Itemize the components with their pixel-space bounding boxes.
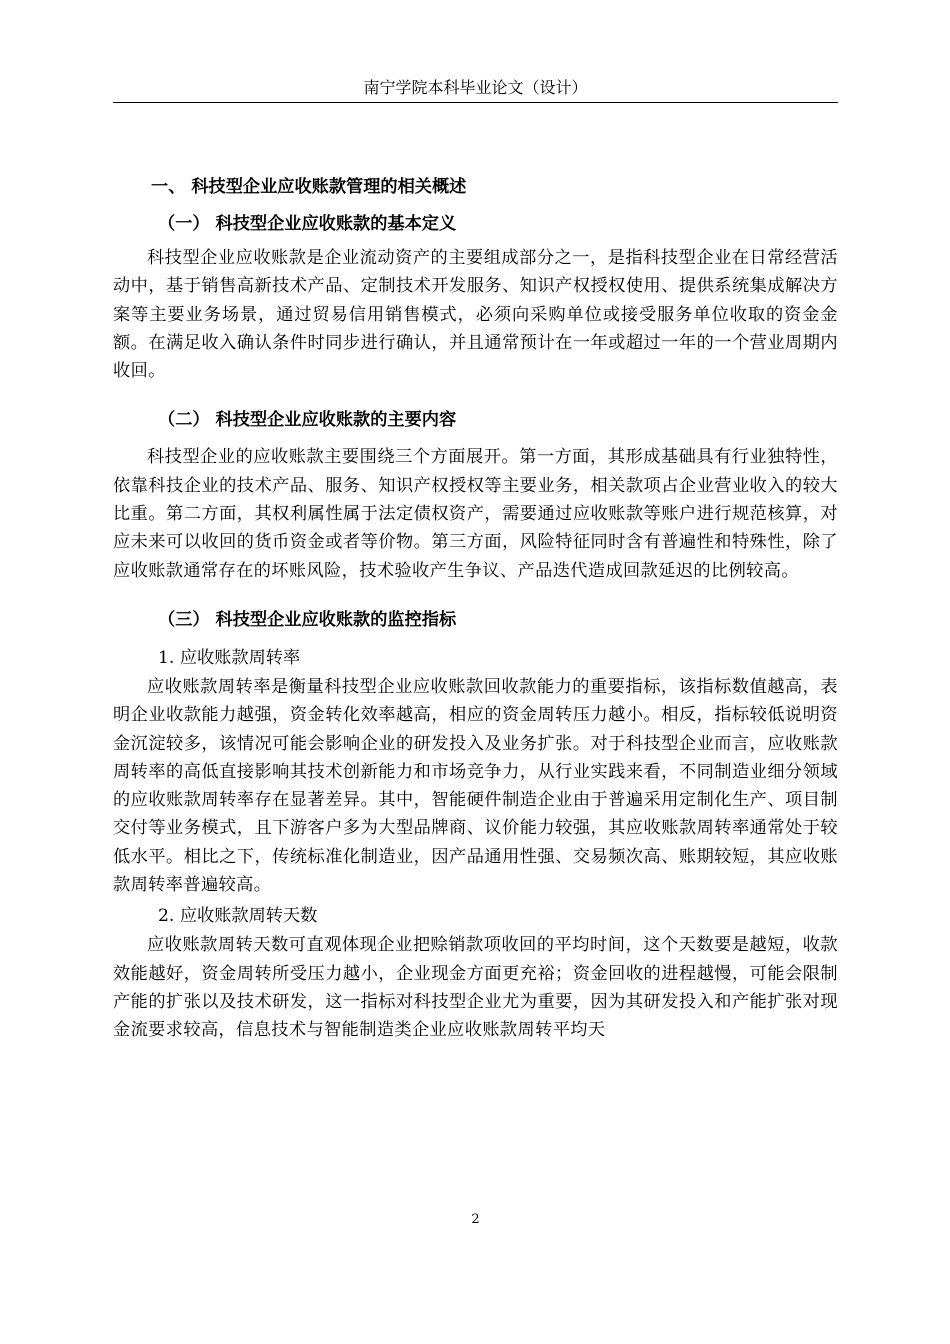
section-heading-1: 一、 科技型企业应收账款管理的相关概述 xyxy=(151,177,467,197)
page-number: 2 xyxy=(471,1212,480,1227)
header-rule xyxy=(113,102,838,103)
item-heading-turnover-rate: 1. 应收账款周转率 xyxy=(158,647,301,668)
paragraph-turnover-rate: 应收账款周转率是衡量科技型企业应收账款回收款能力的重要指标，该指标数值越高，表明企业收款能力越强，资金转化效率越高，相应的资金周转压力越小。相反，指标较低说明资金沉淀较多，该情况可能会影响企业的研发投入及业务扩张。对于科技型企业而言，应收账款周转率的高低直接影响其技术创新能力和市场竞争力，从行业实践来看，不同制造业细分领域的应收账款周转率存在显著差异。其中，智能硬件制造企业由于普遍采用定制化生产、项目制交付等业务模式，且下游客户多为大型品牌商、议价能力较强，其应收账款周转率通常处于较低水平。相比之下，传统标准化制造业，因产品通用性强、交易频次高、账期较短，其应收账款周转率普遍较高。 xyxy=(113,676,838,896)
subsection-heading-1: （一） 科技型企业应收账款的基本定义 xyxy=(158,214,457,234)
paragraph-content: 科技型企业的应收账款主要围绕三个方面展开。第一方面，其形成基础具有行业独特性，依靠科技企业的技术产品、服务、知识产权授权等主要业务，相关款项占企业营业收入的较大比重。第二方面，其权利属性属于法定债权资产，需要通过应收账款等账户进行规范核算，对应未来可以收回的货币资金或者等价物。第三方面，风险特征同时含有普遍性和特殊性，除了应收账款通常存在的坏账风险，技术验收产生争议、产品迭代造成回款延迟的比例较高。 xyxy=(113,447,838,581)
subsection-heading-3: （三） 科技型企业应收账款的监控指标 xyxy=(158,609,457,630)
paragraph-definition: 科技型企业应收账款是企业流动资产的主要组成部分之一，是指科技型企业在日常经营活动中，基于销售高新技术产品、定制技术开发服务、知识产权授权使用、提供系统集成解决方案等主要业务场景，通过贸易信用销售模式，必须向采购单位或接受服务单位收取的资金金额。在满足收入确认条件时同步进行确认，并且通常预计在一年或超过一年的一个营业周期内收回。 xyxy=(113,248,838,382)
item-heading-turnover-days: 2. 应收账款周转天数 xyxy=(158,906,318,927)
paragraph-turnover-days: 应收账款周转天数可直观体现企业把赊销款项收回的平均时间，这个天数要是越短，收款效能越好，资金周转所受压力越小，企业现金方面更充裕；资金回收的进程越慢，可能会限制产能的扩张以及技术研发，这一指标对科技型企业尤为重要，因为其研发投入和产能扩张对现金流要求较高，信息技术与智能制造类企业应收账款周转平均天 xyxy=(113,935,838,1041)
page-body xyxy=(113,170,838,1057)
subsection-heading-2: （二） 科技型企业应收账款的主要内容 xyxy=(158,410,457,431)
running-header: 南宁学院本科毕业论文（设计） xyxy=(363,78,588,97)
